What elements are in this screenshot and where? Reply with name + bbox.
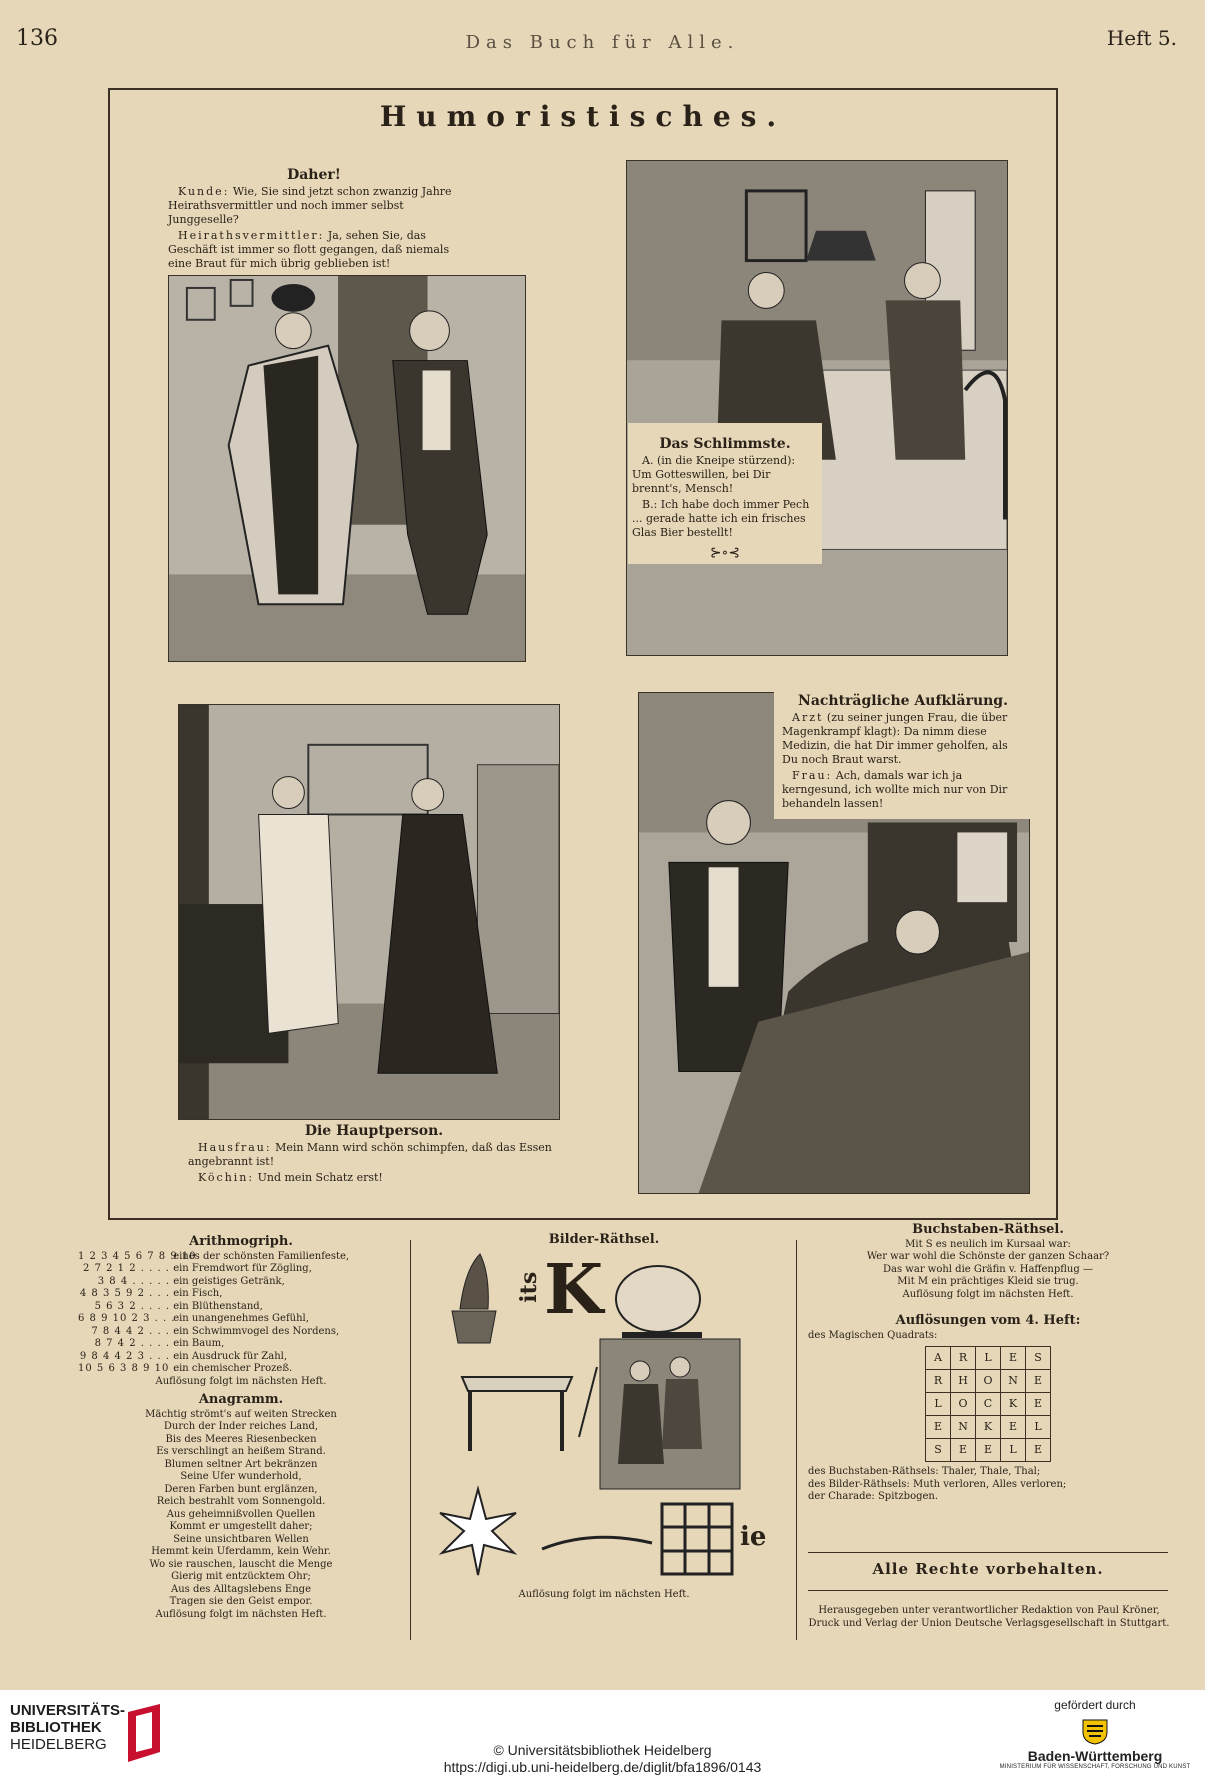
poem-line: Blumen seltner Art bekränzen <box>164 1458 318 1470</box>
poem-line: Aus des Alltagslebens Enge <box>171 1583 311 1595</box>
riddle-line: Mit S es neulich im Kursaal war: <box>905 1238 1071 1250</box>
solution-note: Auflösung folgt im nächsten Heft. <box>902 1288 1074 1300</box>
list-item: 5 6 3 2 . . . . ein Blüthenstand, <box>94 1300 263 1312</box>
copyright: © Universitätsbibliothek Heidelberg <box>493 1742 712 1758</box>
caption-aufklaerung <box>774 690 1030 819</box>
imprint <box>800 1604 1178 1630</box>
list-item: 7 8 4 4 2 . . . ein Schwimmvogel des Nordens, <box>91 1325 340 1337</box>
speaker: B.: <box>642 498 658 511</box>
poem-line: Bis des Meeres Riesenbecken <box>165 1433 317 1445</box>
dialogue: Ach, damals war ich ja kerngesund, ich wollte mich nur von Dir behandeln lassen! <box>782 769 1008 810</box>
aufloesungen-title: Auflösungen vom 4. Heft: <box>895 1313 1081 1328</box>
dialogue: Mein Mann wird schön schimpfen, daß das Essen angebrannt ist! <box>188 1141 552 1168</box>
rebus-glyph-k: K <box>544 1249 604 1330</box>
solution-note: Auflösung folgt im nächsten Heft. <box>518 1588 690 1600</box>
rebus-icon <box>422 1249 786 1589</box>
dialogue: Und mein Schatz erst! <box>257 1171 383 1184</box>
speaker: Köchin: <box>198 1171 255 1184</box>
dialogue: (in die Kneipe stürzend): Um Gotteswillen, bei Dir brennt's, Mensch! <box>632 454 796 495</box>
source-url[interactable]: https://digi.ub.uni-heidelberg.de/diglit/bfa1896/0143 <box>443 1759 762 1775</box>
column-divider <box>410 1240 411 1640</box>
illustration-schlimmste <box>626 160 1008 656</box>
poem-line: Seine unsichtbaren Wellen <box>173 1533 309 1545</box>
rebus-picture <box>422 1249 786 1589</box>
speaker: Hausfrau: <box>198 1141 272 1154</box>
library-line: HEIDELBERG <box>10 1736 107 1753</box>
buchstaben-raethsel-title: Buchstaben-Räthsel. <box>912 1222 1064 1237</box>
magic-square: A R L E S R H O N E L O C K E E N K E L S E E L E <box>925 1346 1051 1462</box>
poem-line: Gierig mit entzücktem Ohr; <box>171 1571 311 1582</box>
poem-line: Hemmt kein Uferdamm, kein Wehr. <box>151 1546 331 1557</box>
bilder-raethsel-title: Bilder-Räthsel. <box>548 1232 660 1247</box>
anagramm-title: Anagramm. <box>198 1392 284 1407</box>
poem-line: Seine Ufer wunderhold, <box>180 1471 302 1482</box>
page-number: 136 <box>16 26 58 51</box>
caption-hauptperson <box>188 1124 560 1187</box>
poem-line: Reich bestrahlt vom Sonnengold. <box>156 1496 326 1507</box>
bw-name: Baden-Württemberg <box>1027 1748 1163 1764</box>
illustration-daher <box>168 275 526 662</box>
poem-line: Kommt er umgestellt daher; <box>169 1521 313 1532</box>
solution-line: des Bilder-Räthsels: Muth verloren, Alles verloren; <box>808 1478 1067 1490</box>
bw-ministry: MINISTERIUM FÜR WISSENSCHAFT, FORSCHUNG UND KUNST <box>999 1764 1191 1770</box>
speaker: Kunde: <box>178 185 230 198</box>
caption-schlimmste <box>628 423 822 564</box>
caption-title: Das Schlimmste. <box>659 436 791 452</box>
rebus-glyph-its: its <box>516 1271 543 1303</box>
poem-line: Mächtig strömt's auf weiten Strecken <box>145 1408 337 1420</box>
caption-title: Die Hauptperson. <box>304 1123 444 1139</box>
ornament-icon: ⊱∘⊰ <box>709 545 741 561</box>
dialogue: Ja, sehen Sie, das Geschäft ist immer so flott gegangen, daß niemals eine Braut für mich übrig geblieben ist! <box>168 229 450 270</box>
funding-block <box>995 1698 1195 1770</box>
solution-line: der Charade: Spitzbogen. <box>808 1491 939 1502</box>
rebus-glyph-ie: ie <box>740 1521 767 1552</box>
divider <box>808 1590 1168 1591</box>
arithmogriph-title: Arithmogriph. <box>189 1234 293 1249</box>
illustration-hauptperson <box>178 704 560 1120</box>
riddle-line: Mit M ein prächtiges Kleid sie trug. <box>897 1276 1079 1287</box>
dialogue: Wie, Sie sind jetzt schon zwanzig Jahre Heirathsvermittler und noch immer selbst Junggeselle? <box>168 185 452 226</box>
list-item: 2 7 2 1 2 . . . . ein Fremdwort für Zögling, <box>83 1263 312 1274</box>
poem-line: Deren Farben bunt erglänzen, <box>164 1483 318 1495</box>
imprint-line: Herausgegeben unter verantwortlicher Redaktion von Paul Kröner, <box>818 1605 1160 1616</box>
imprint-line: Druck und Verlag der Union Deutsche Verlagsgesellschaft in Stuttgart. <box>808 1618 1170 1629</box>
list-item: 8 7 4 2 . . . . ein Baum, <box>94 1338 225 1349</box>
list-item: 3 8 4 . . . . . ein geistiges Getränk, <box>97 1275 285 1287</box>
poem-line: Durch der Inder reiches Land, <box>163 1421 319 1432</box>
riddle-line: Wer war wohl die Schönste der ganzen Schaar? <box>866 1251 1110 1262</box>
speaker: Arzt <box>792 711 824 724</box>
caption-title: Daher! <box>287 167 341 183</box>
funded-by: gefördert durch <box>1054 1698 1136 1712</box>
solution-note: Auflösung folgt im nächsten Heft. <box>155 1608 327 1620</box>
rights-notice: Alle Rechte vorbehalten. <box>872 1560 1104 1578</box>
caption-daher <box>168 168 460 273</box>
arithmogriph-column <box>78 1236 404 1621</box>
library-line: UNIVERSITÄTS- <box>10 1702 126 1719</box>
issue-label: Heft 5. <box>1106 26 1177 50</box>
buchstaben-raethsel-column <box>808 1224 1168 1504</box>
riddle-line: Das war wohl die Gräfin v. Haffenpflug — <box>883 1263 1093 1275</box>
divider <box>808 1552 1168 1553</box>
poem-line: Wo sie rauschen, lauscht die Menge <box>149 1558 333 1570</box>
aufloesungen-intro: des Magischen Quadrats: <box>808 1329 938 1341</box>
bilder-raethsel-column <box>422 1234 786 1601</box>
poem-line: Es verschlingt an heißem Strand. <box>156 1446 326 1457</box>
crest-icon <box>1077 1716 1113 1746</box>
caption-title: Nachträgliche Aufklärung. <box>798 693 1008 709</box>
main-title: Humoristisches. <box>379 100 787 133</box>
dialogue: Ich habe doch immer Pech ... gerade hatte ich ein frisches Glas Bier bestellt! <box>632 498 810 539</box>
list-item: 1 2 3 4 5 6 7 8 9 10 eines der schönsten Familienfeste, <box>78 1250 350 1262</box>
poem-line: Tragen sie den Geist empor. <box>169 1596 313 1607</box>
magazine-title: Das Buch für Alle. <box>465 32 740 53</box>
dialogue: (zu seiner jungen Frau, die über Magenkrampf klagt): Da nimm diese Medizin, die hat Dir immer geholfen, als Du noch Braut warst. <box>782 711 1008 766</box>
column-divider <box>796 1240 797 1640</box>
list-item: 9 8 4 4 2 3 . . . ein Ausdruck für Zahl, <box>79 1350 288 1362</box>
speaker: A. <box>642 454 654 467</box>
solution-note: Auflösung folgt im nächsten Heft. <box>155 1375 327 1387</box>
list-item: 10 5 6 3 8 9 10 . . ein chemischer Prozeß. <box>78 1363 293 1374</box>
speaker: Heirathsvermittler: <box>178 229 325 242</box>
solution-line: des Buchstaben-Räthsels: Thaler, Thale, Thal; <box>808 1466 1041 1477</box>
list-item: 6 8 9 10 2 3 . . . ein unangenehmes Gefühl, <box>78 1313 309 1324</box>
footer-bar <box>0 1690 1205 1779</box>
speaker: Frau: <box>792 769 833 782</box>
list-item: 4 8 3 5 9 2 . . . ein Fisch, <box>79 1288 223 1299</box>
poem-line: Aus geheimnißvollen Quellen <box>166 1508 316 1520</box>
library-line: BIBLIOTHEK <box>10 1719 102 1736</box>
